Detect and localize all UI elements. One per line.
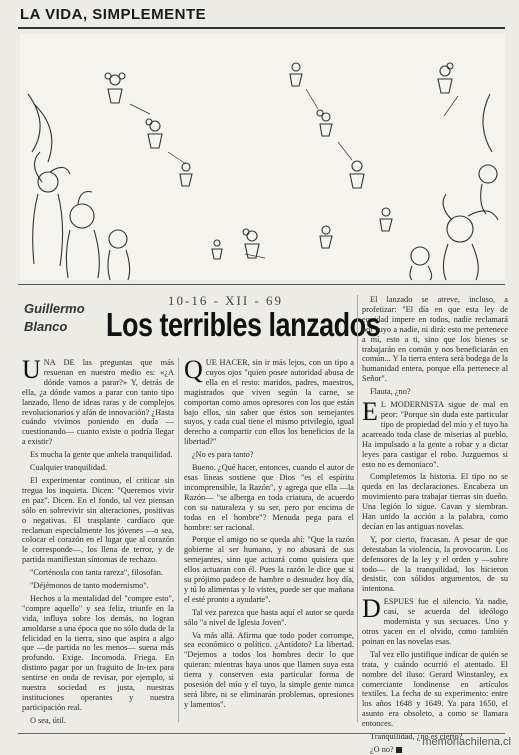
section-header: LA VIDA, SIMPLEMENTE <box>20 6 207 23</box>
paragraph: Tal vez parezca que hasta aquí el autor se queda sólo "a nivel de Iglesia Joven". <box>184 607 354 627</box>
drop-cap: D <box>362 594 381 624</box>
article-title: Los terribles lanzados <box>106 306 381 344</box>
drop-cap: E <box>362 397 378 427</box>
paragraph: Bueno. ¿Qué hacer, entonces, cuando el autor de esas líneas sostiene que Dios "es el espíritu incomprensible, la Razón", y agrega que ella —la Razón— "se alberga en toda criatura, de acuerdo con su naturaleza y su ser, pero por encima de todas en el hombre"? Menuda pega para el hombre: ser racional. <box>184 463 354 532</box>
drop-cap: Q <box>184 355 203 384</box>
column-divider <box>178 358 179 722</box>
column-divider <box>357 295 358 722</box>
paragraph: Porque el amigo no se queda ahí: "Que la razón gobierne al ser humano, y no abusará de sus semejantes, sino que actuará como quisiera que ellos actuaran con él. Pues la razón le dice que si su prójimo padece de hambre o desnudez hoy día, y tú lo alimentas y lo vistes, puede ser que mañana el esté pronto a ayudarte". <box>184 535 354 604</box>
flower-pots <box>105 63 453 259</box>
cartoon-illustration <box>20 34 505 280</box>
paragraph: E L MODERNISTA sigue de mal en peor: "Porque sin duda este particular tipo de propiedad del mío y el tuyo ha acarreado toda clase de miserias al pueblo. Ha impulsado a la gente a robar y a dictar leyes para castigar el robo. Juzguemos si esto no es demoníaco". <box>362 397 508 469</box>
paragraph: Es mucha la gente que anhela tranquilidad. <box>30 450 173 460</box>
paragraph: Tal vez ello justifique indicar de quién se trata, y cuándo ocurrió el atentado. El nombre del iluso: Gerard Winstanley, ex comerciante londinense en artículos textiles. La fecha de su experimento: entre los años 1648 y 1649. Ya para 1650, el asunto era obsoleto, a como se llamara entonces. <box>362 649 508 729</box>
header-rule <box>18 27 505 29</box>
paragraph: Va más allá. Afirma que todo poder corrompe, sea económico o político. ¿Antídoto? La libertad. "Dejemos a todos los hombres decir lo que quieran: mientras haya unos que llamen suya esta tierra y conserven esta particular forma de posesión del mío y el tuyo, la simple gente nunca será libre, ni se eliminarán problemas, opresiones y lamentos". <box>184 630 354 709</box>
paragraph: ¿No es para tanto? <box>192 450 254 460</box>
paragraph: "Déjémonos de tanto modernismo". <box>30 581 149 591</box>
paragraph: Cualquier tranquilidad. <box>30 463 107 473</box>
paragraph: DESPUES fue el silencio. Ya nadie, casi, se acuerda del ideólogo modernista y sus secuaces. Uno y otros yacen en el olvido, como también poinan en las novelas esas. <box>362 594 508 646</box>
paragraph: ¿O no? <box>362 745 508 755</box>
paragraph: El experimentar continuo, el criticar sin tregua los inquieta. Dicen: "Queremos vivir en paz". Dicen. En el fondo, tal vez piensan sólo en sobrevivir sin alteraciones, positivas o negativas. El trasplante cardíaco que reclaman especialmente los jóvenes —o sea, colocar el corazón en el lugar que al corazón le corresponde—, los llena de terror, y de partida manifiestan síntomas de rechazo. <box>22 475 174 565</box>
paragraph: O sea, útil. <box>30 715 66 725</box>
paragraph: QUE HACER, sin ir más lejos, con un tipo a cuyos ojos "quien posee autoridad abusa de ella en el resto: maridos, padres, maestros, magistrados que viven según la carne, se comportan como amos opresores con los que están bajo ellos, sin saber que éstos son semejantes suyos, y cada cual tiene el mismo privilegio, igual derecho a compartir con ellos los beneficios de la libertad?" <box>184 355 354 447</box>
left-figures <box>28 94 130 280</box>
paragraph: Flauta, ¿no? <box>370 387 411 397</box>
paragraph: Hechos a la mentalidad del "compre esto", "compre aquello" y sea feliz, triunfe en la vida, influya sobre los demás, no logran amoldarse a una época que no sólo duda de la felicidad en la tierra, sino que aspira a algo que —de partida no les menos— suena más profundo. Exige. Incomoda. Friega. En distinto pagar por un fraguito de In-tex para sentirse en onda de revisar, por ejemplo, si nuestra sociedad es justa, nuestras instituciones operantes y nuestra participación real. <box>22 593 174 712</box>
bottom-rule <box>18 733 505 734</box>
text-column-1 <box>22 355 174 725</box>
article-date: 10-16 - XII - 69 <box>168 293 284 308</box>
paragraph: UNA DE las preguntas que más resuenan en nuestro medio es: «¿A dónde vamos a parar?» Y, detrás de ella, ¿a dónde vamos a parar con tanto tipo lanzado, lleno de ideas raras y de complejos revolucionarios y afán de innovación? ¿Hasta cuándo vivimos poniendo en duda —cuestionando— cuanto existe o podría llegar a existir? <box>22 355 174 447</box>
paragraph: "Corténosla con tanta rareza", filosofan. <box>30 568 164 578</box>
illustration-rule <box>18 284 505 285</box>
author-byline: Guillermo Blanco <box>24 301 85 334</box>
motion-lines <box>130 89 458 258</box>
paragraph: Tranquilidad, ¿no es cierto? <box>370 732 463 742</box>
paragraph: Completemos la historia. El tipo no se queda en las declaraciones. Encabeza un movimiento para trabajar tierras sin dueño. Una legión lo sigue. Cavan y siembran. Han unido la acción a la palabra, como decían en las antiguas novelas. <box>362 472 508 531</box>
paragraph: Y, por cierto, fracasan. A pesar de que detestaban la violencia, la provocaron. Los defensores de la ley y el orden y —sobre todo— de la tranquilidad, los hicieron desistir, con sólidos argumentos, de su intentona. <box>362 534 508 594</box>
right-figures <box>410 94 498 280</box>
text-column-2 <box>184 355 354 722</box>
source-watermark: memoriachilena.cl <box>422 736 511 748</box>
drop-cap: U <box>22 355 41 384</box>
end-mark <box>396 747 402 753</box>
paragraph: El lanzado se atreve, incluso, a profetizar: "El día en que esta ley de equidad impere en todos, nadie reclamará por suyo a nadie, ni dirá: esto me pertenece a mí, esto a ti, sino que los bienes se trabajarán en común y nos beneficiarán en común... Y la tierra entera será bodega de la humanidad entera, porque ella pertenece al Señor". <box>362 295 508 384</box>
